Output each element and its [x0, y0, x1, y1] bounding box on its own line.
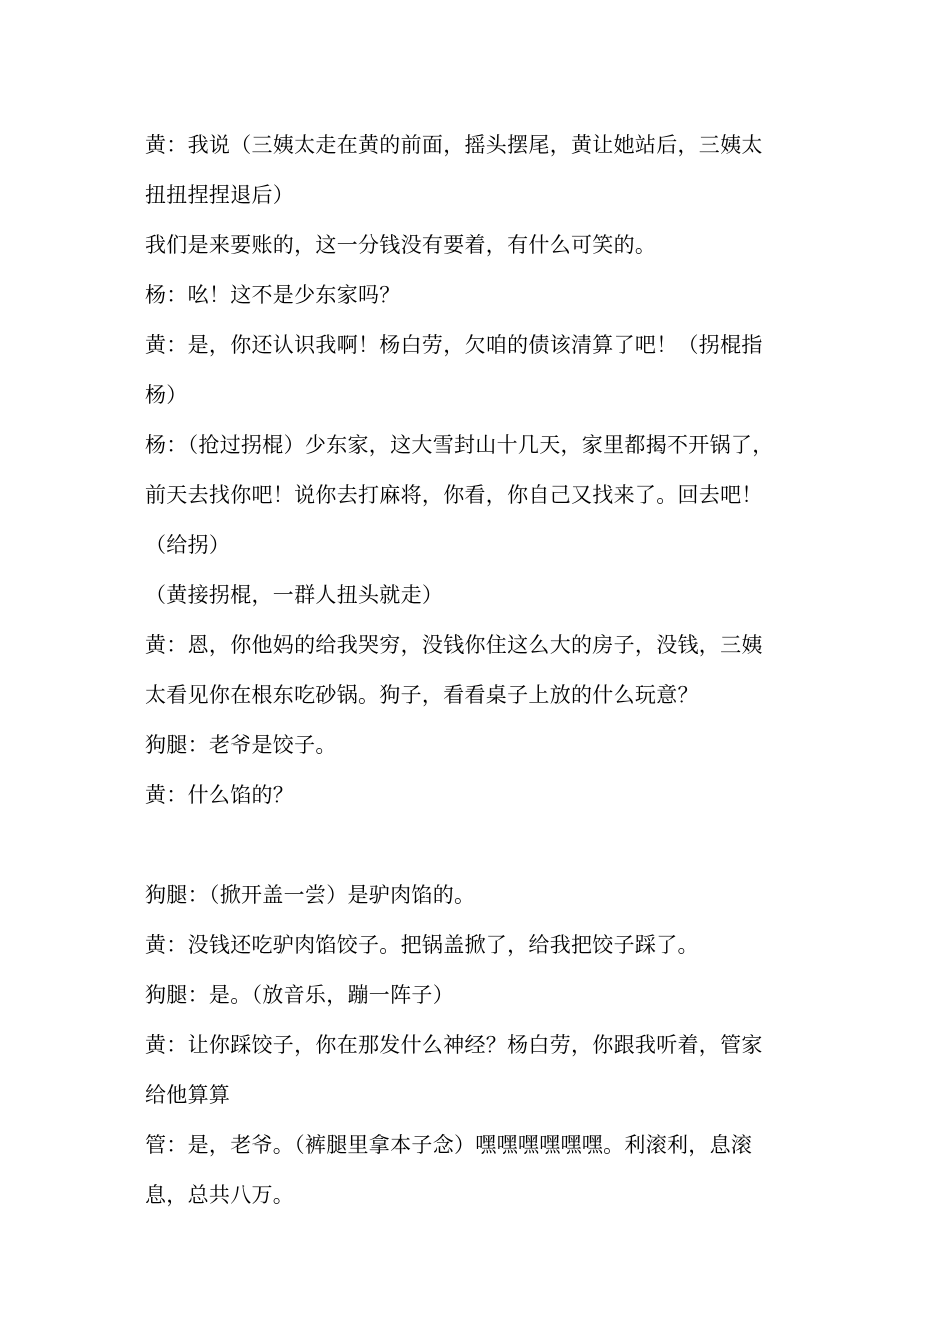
text-line: 太看见你在根东吃砂锅。狗子，看看桌子上放的什么玩意？ [145, 683, 699, 707]
text-line: 给他算算 [145, 1083, 231, 1107]
text-line: 杨：（抢过拐棍）少东家，这大雪封山十几天，家里都揭不开锅了， [145, 433, 774, 457]
paragraph-gap [145, 830, 815, 880]
document-page [145, 130, 815, 1230]
text-line: 黄：我说（三姨太走在黄的前面，摇头摆尾，黄让她站后，三姨太 [145, 133, 763, 157]
text-line: 黄：没钱还吃驴肉馅饺子。把锅盖掀了，给我把饺子踩了。 [145, 933, 699, 957]
text-line: 狗腿：老爷是饺子。 [145, 733, 337, 757]
text-line: 我们是来要账的，这一分钱没有要着，有什么可笑的。 [145, 233, 657, 257]
text-line: 息，总共八万。 [145, 1183, 295, 1207]
text-line: 黄：什么馅的？ [145, 783, 295, 807]
text-line: 扭扭捏捏退后） [145, 183, 295, 207]
text-line: （黄接拐棍，一群人扭头就走） [145, 583, 444, 607]
text-line: 杨：吆！这不是少东家吗？ [145, 283, 401, 307]
text-line: 黄：是，你还认识我啊！杨白劳，欠咱的债该清算了吧！（拐棍指 [145, 333, 763, 357]
text-line: 杨） [145, 383, 188, 407]
text-line: 管：是，老爷。（裤腿里拿本子念）嘿嘿嘿嘿嘿嘿。利滚利，息滚 [145, 1133, 753, 1157]
text-line: 狗腿：（掀开盖一尝）是驴肉馅的。 [145, 883, 476, 907]
text-line: 黄：让你踩饺子，你在那发什么神经？杨白劳，你跟我听着，管家 [145, 1033, 763, 1057]
text-line: 前天去找你吧！说你去打麻将，你看，你自己又找来了。回去吧！ [145, 483, 763, 507]
text-line: （给拐） [145, 533, 231, 557]
text-line: 黄：恩，你他妈的给我哭穷，没钱你住这么大的房子，没钱，三姨 [145, 633, 763, 657]
text-line: 狗腿：是。（放音乐，蹦一阵子） [145, 983, 454, 1007]
